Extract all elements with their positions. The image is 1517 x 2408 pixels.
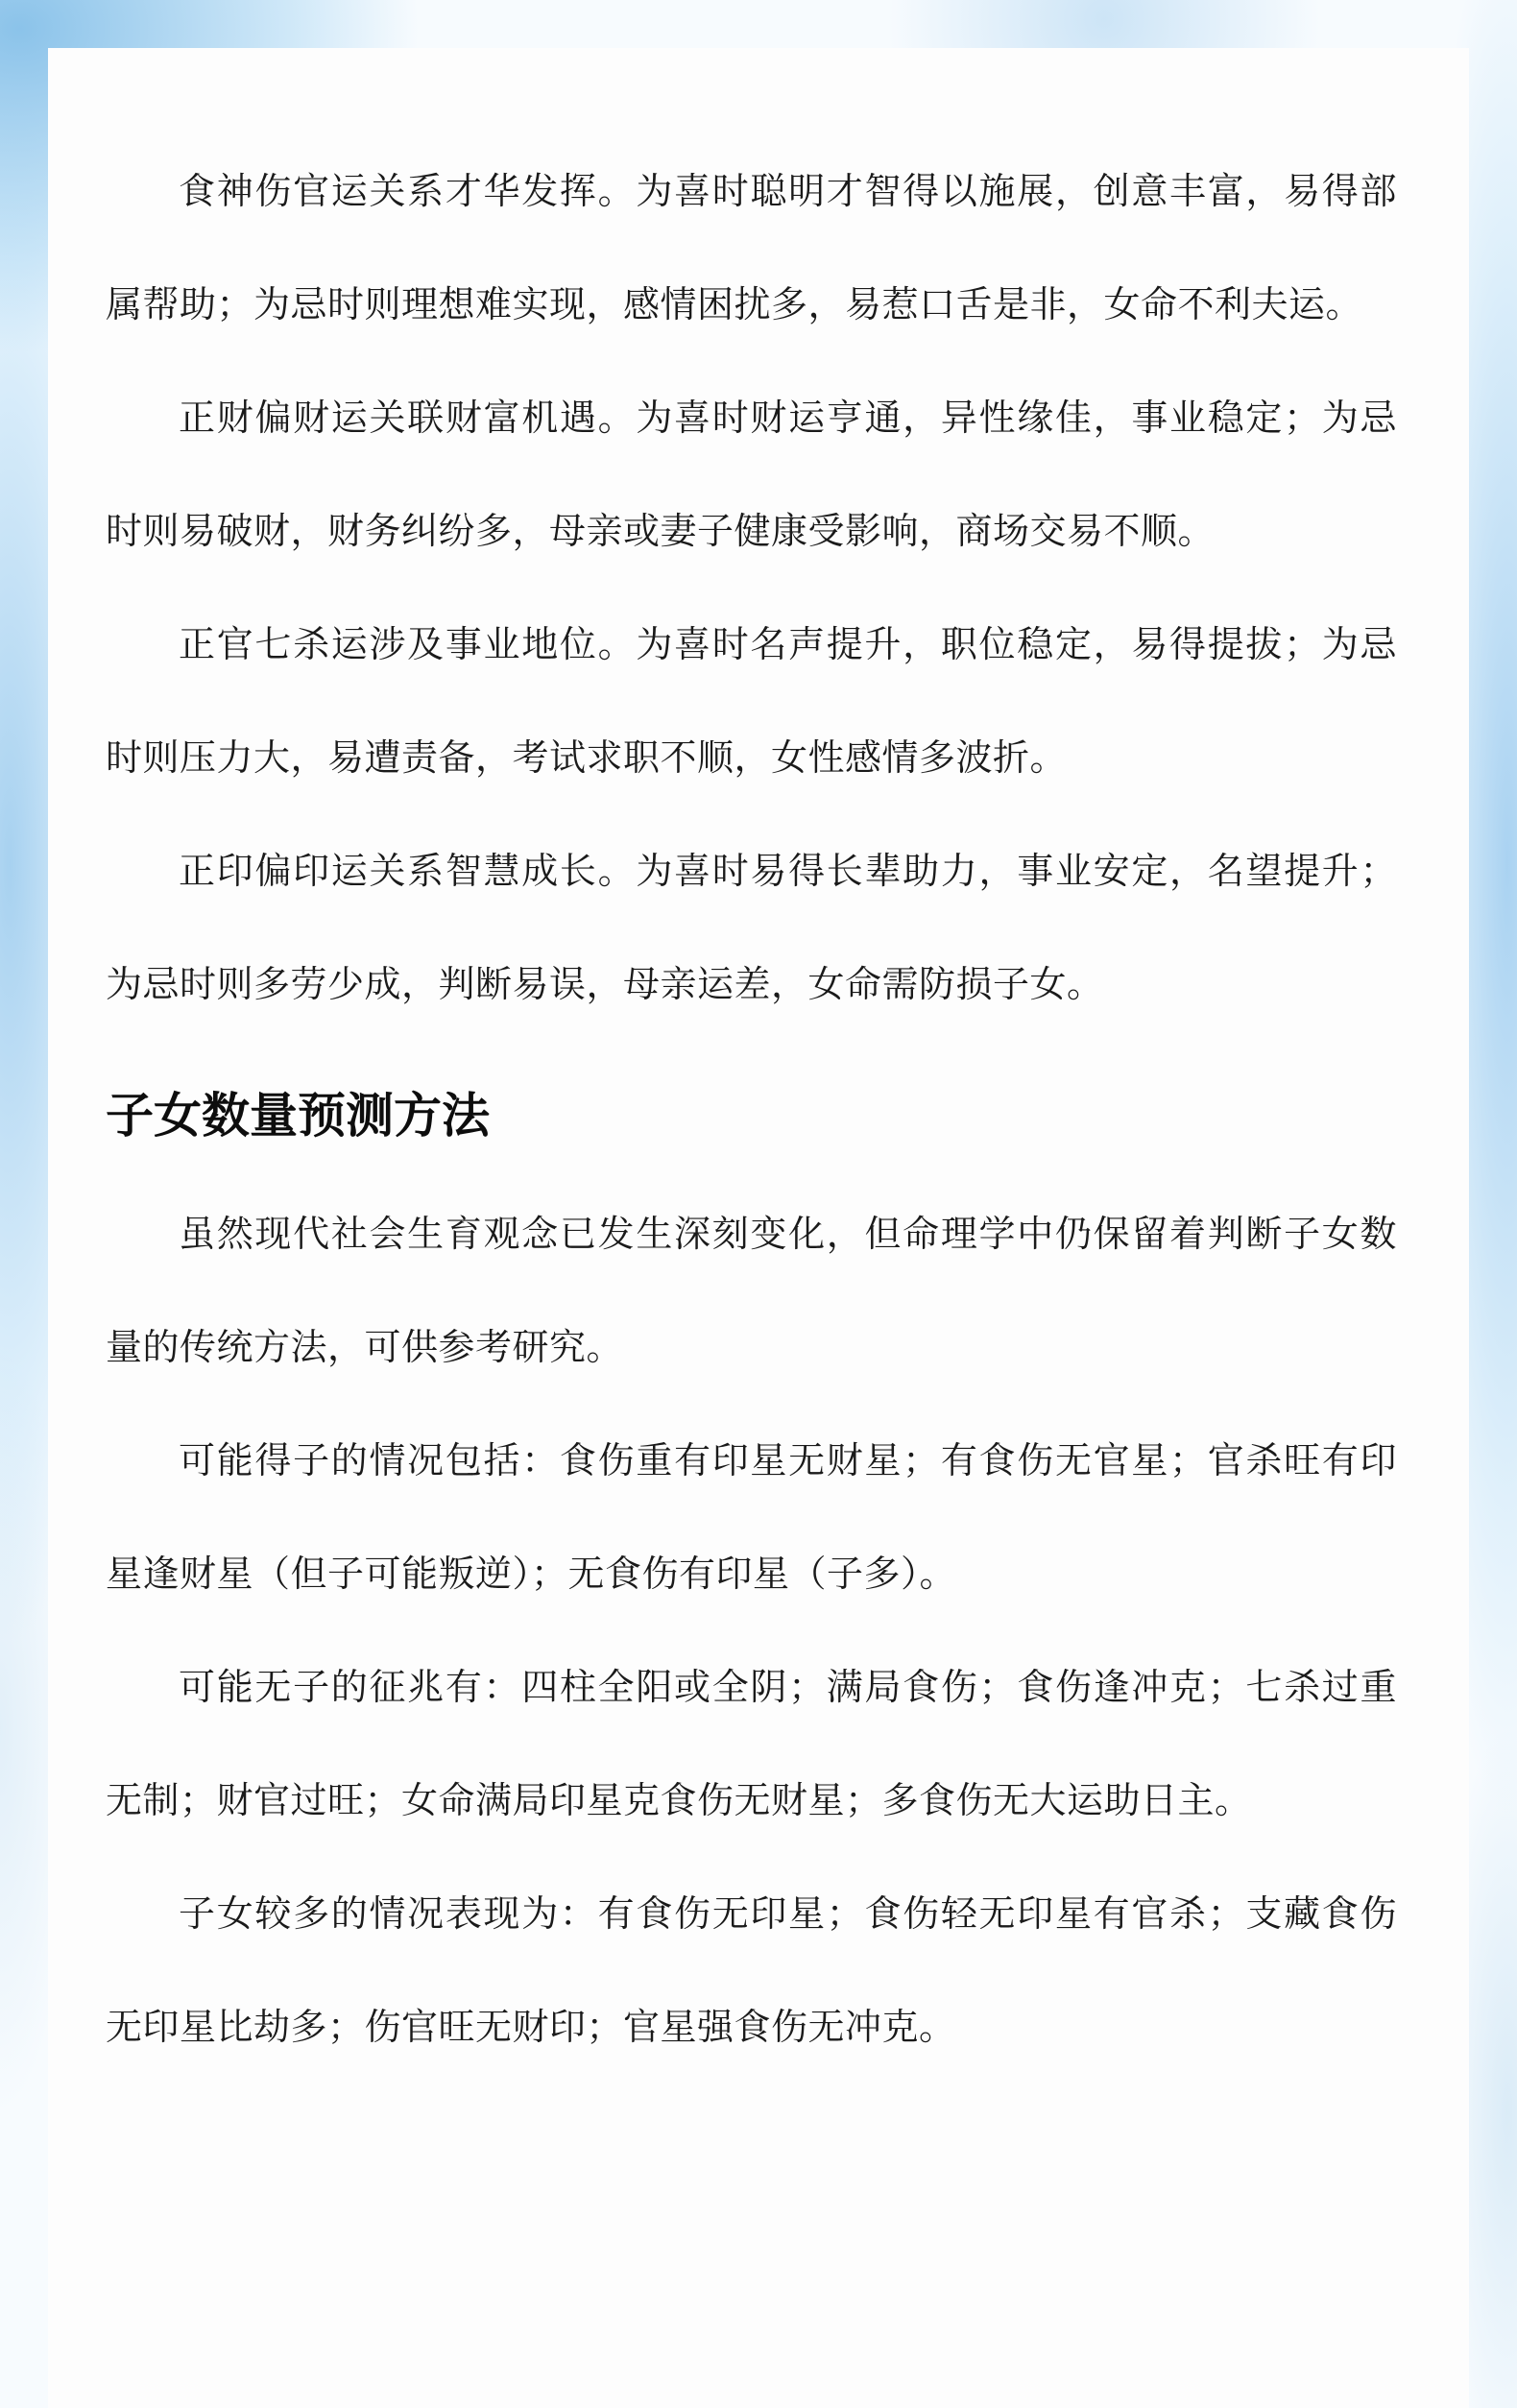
paragraph-zhengyin: 正印偏印运关系智慧成长。为喜时易得长辈助力，事业安定，名望提升；为忌时则多劳少成，判断易误，母亲运差，女命需防损子女。 <box>106 850 1397 1005</box>
paragraph-dezi: 可能得子的情况包括：食伤重有印星无财星；有食伤无官星；官杀旺有印星逢财星（但子可能叛逆）；无食伤有印星（子多）。 <box>106 1439 1397 1595</box>
paragraph-intro: 虽然现代社会生育观念已发生深刻变化，但命理学中仍保留着判断子女数量的传统方法，可供参考研究。 <box>106 1213 1397 1368</box>
section-heading: 子女数量预测方法 <box>106 1088 490 1144</box>
paragraph-shishen: 食神伤官运关系才华发挥。为喜时聪明才智得以施展，创意丰富，易得部属帮助；为忌时则理想难实现，感情困扰多，易惹口舌是非，女命不利夫运。 <box>106 170 1397 325</box>
article-body <box>106 134 1397 2083</box>
paragraph-zhengcai: 正财偏财运关联财富机遇。为喜时财运亨通，异性缘佳，事业稳定；为忌时则易破财，财务纠纷多，母亲或妻子健康受影响，商场交易不顺。 <box>106 397 1397 552</box>
paragraph-zhengguan: 正官七杀运涉及事业地位。为喜时名声提升，职位稳定，易得提拔；为忌时则压力大，易遭责备，考试求职不顺，女性感情多波折。 <box>106 623 1397 779</box>
paragraph-wuzi: 可能无子的征兆有：四柱全阳或全阴；满局食伤；食伤逢冲克；七杀过重无制；财官过旺；女命满局印星克食伤无财星；多食伤无大运助日主。 <box>106 1666 1397 1821</box>
paragraph-duozi: 子女较多的情况表现为：有食伤无印星；食伤轻无印星有官杀；支藏食伤无印星比劫多；伤官旺无财印；官星强食伤无冲克。 <box>106 1892 1397 2048</box>
